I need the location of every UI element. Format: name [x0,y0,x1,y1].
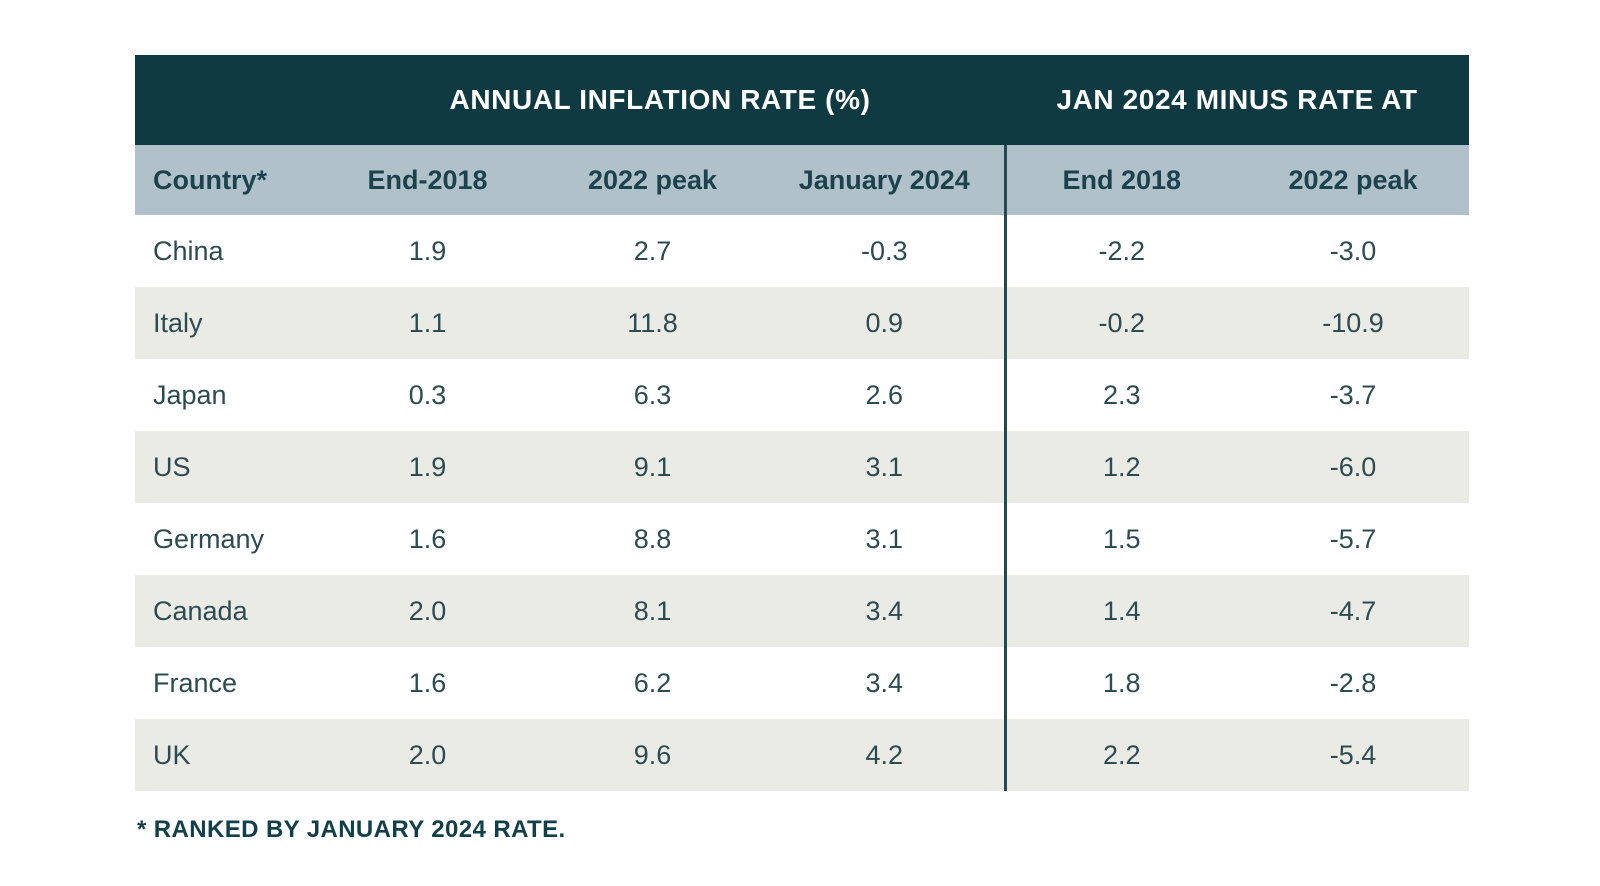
value-cell: 1.4 [1005,575,1237,647]
country-cell: UK [135,719,315,791]
table-row [135,287,1469,359]
group-header-empty [135,55,315,145]
footnote: * RANKED BY JANUARY 2024 RATE. [137,816,566,843]
country-cell: France [135,647,315,719]
value-cell: 0.9 [765,287,1005,359]
table-row [135,359,1469,431]
value-cell: 3.4 [765,575,1005,647]
value-cell: -2.8 [1237,647,1469,719]
inflation-table-container [135,55,1469,791]
value-cell: -10.9 [1237,287,1469,359]
value-cell: 8.8 [540,503,765,575]
value-cell: 2.0 [315,719,540,791]
value-cell: -5.7 [1237,503,1469,575]
country-cell: China [135,215,315,287]
value-cell: 1.9 [315,431,540,503]
group-header-annual-inflation: ANNUAL INFLATION RATE (%) [315,55,1005,145]
country-cell: US [135,431,315,503]
value-cell: 0.3 [315,359,540,431]
table-row [135,431,1469,503]
column-header-country: Country* [135,145,315,215]
value-cell: 1.8 [1005,647,1237,719]
value-cell: 2.3 [1005,359,1237,431]
value-cell: 1.5 [1005,503,1237,575]
value-cell: 2.7 [540,215,765,287]
table-body [135,215,1469,791]
value-cell: 3.1 [765,503,1005,575]
group-header-jan-2024-minus: JAN 2024 MINUS RATE AT [1005,55,1469,145]
table-row [135,503,1469,575]
value-cell: 1.9 [315,215,540,287]
value-cell: 1.6 [315,647,540,719]
column-header-row [135,145,1469,215]
column-header-diff-2022-peak: 2022 peak [1237,145,1469,215]
value-cell: 8.1 [540,575,765,647]
value-cell: -0.3 [765,215,1005,287]
column-header-end-2018: End-2018 [315,145,540,215]
value-cell: 1.6 [315,503,540,575]
country-cell: Germany [135,503,315,575]
group-header-row [135,55,1469,145]
value-cell: 2.2 [1005,719,1237,791]
value-cell: 9.1 [540,431,765,503]
value-cell: 4.2 [765,719,1005,791]
column-header-january-2024: January 2024 [765,145,1005,215]
value-cell: -3.0 [1237,215,1469,287]
value-cell: 2.0 [315,575,540,647]
country-cell: Japan [135,359,315,431]
table-row [135,575,1469,647]
column-header-diff-end-2018: End 2018 [1005,145,1237,215]
column-header-2022-peak: 2022 peak [540,145,765,215]
table-row [135,647,1469,719]
inflation-table [135,55,1469,791]
value-cell: 6.2 [540,647,765,719]
country-cell: Italy [135,287,315,359]
value-cell: 3.1 [765,431,1005,503]
value-cell: 9.6 [540,719,765,791]
value-cell: 3.4 [765,647,1005,719]
value-cell: -2.2 [1005,215,1237,287]
value-cell: 2.6 [765,359,1005,431]
value-cell: -4.7 [1237,575,1469,647]
table-row [135,719,1469,791]
value-cell: 11.8 [540,287,765,359]
value-cell: -6.0 [1237,431,1469,503]
value-cell: 1.1 [315,287,540,359]
value-cell: 1.2 [1005,431,1237,503]
value-cell: 6.3 [540,359,765,431]
value-cell: -3.7 [1237,359,1469,431]
table-row [135,215,1469,287]
country-cell: Canada [135,575,315,647]
value-cell: -0.2 [1005,287,1237,359]
value-cell: -5.4 [1237,719,1469,791]
